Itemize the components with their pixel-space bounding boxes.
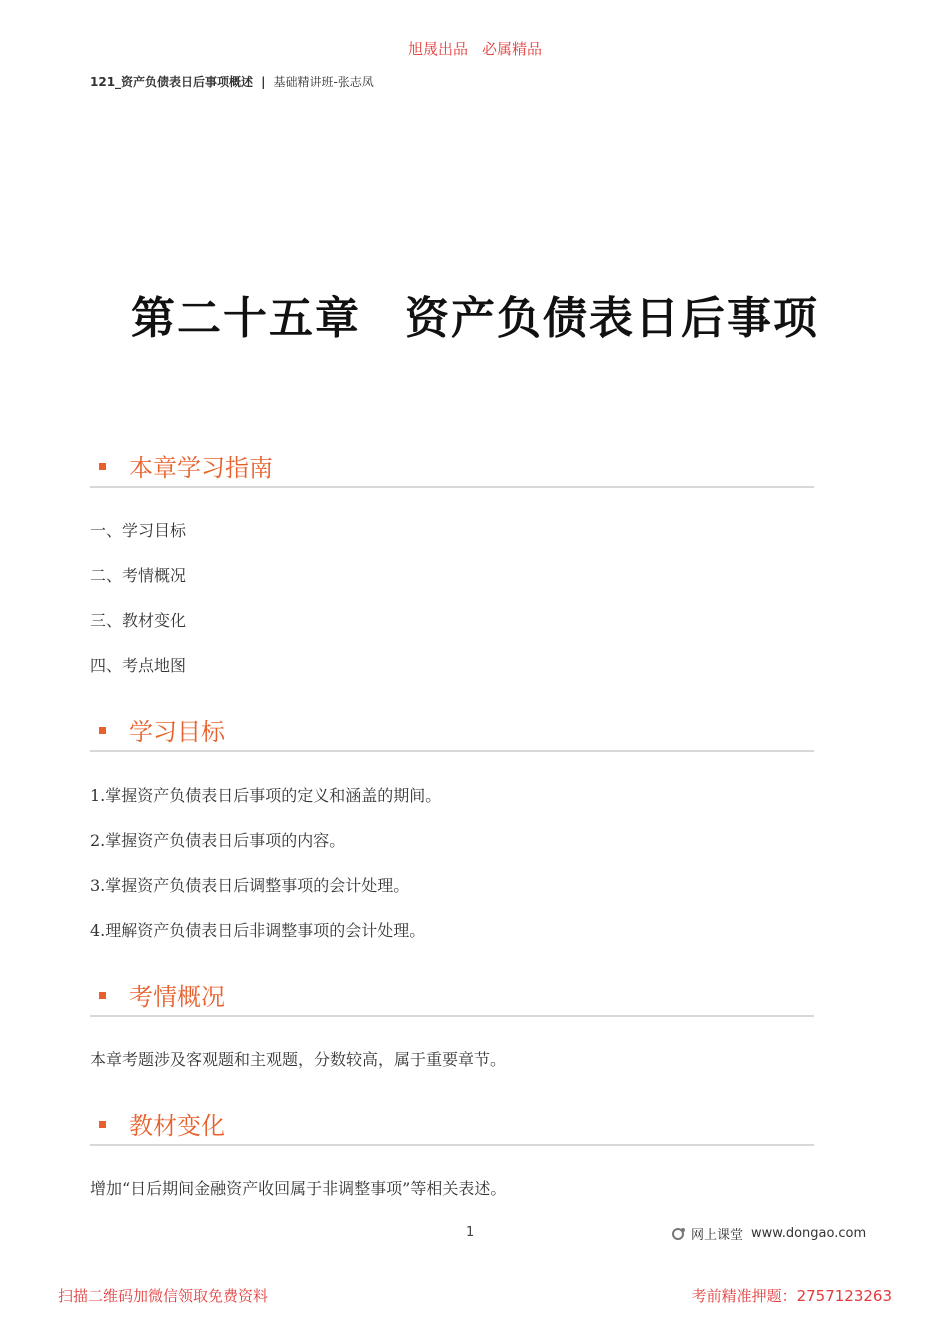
banner-left: 旭晟出品 [407,40,468,58]
section-objectives-heading [90,710,814,752]
guide-item: 三、教材变化 [90,611,187,630]
footer-right-promo: 考前精准押题：2757123263 [691,1287,892,1305]
square-bullet-icon [99,1121,106,1128]
square-bullet-icon [99,992,106,999]
section-heading: 学习目标 [129,718,225,746]
section-heading: 教材变化 [129,1112,225,1140]
banner-right: 必属精品 [482,40,543,58]
section-heading: 考情概况 [129,983,225,1011]
exam-text: 本章考题涉及客观题和主观题，分数较高，属于重要章节。 [90,1050,507,1069]
objective-item: 3.掌握资产负债表日后调整事项的会计处理。 [90,876,410,895]
square-bullet-icon [99,463,106,470]
chapter-name: 资产负债表日后事项 [405,293,819,344]
objective-item: 2.掌握资产负债表日后事项的内容。 [90,831,346,850]
objective-item: 4.理解资产负债表日后非调整事项的会计处理。 [90,921,426,940]
site-name: 网上课堂 [691,1228,744,1243]
section-exam-heading [90,975,814,1017]
site-watermark [672,1224,866,1243]
dongao-logo-icon [672,1228,684,1240]
lesson-title: 121_资产负债表日后事项概述 [90,75,254,89]
top-banner [0,38,950,59]
lesson-header [90,73,374,90]
guide-item: 四、考点地图 [90,656,187,675]
course-name: 基础精讲班-张志凤 [273,75,374,89]
guide-item: 一、学习目标 [90,521,187,540]
square-bullet-icon [99,727,106,734]
guide-item: 二、考情概况 [90,566,187,585]
section-guide-heading [90,446,814,488]
changes-text: 增加“日后期间金融资产收回属于非调整事项”等相关表述。 [90,1179,507,1198]
section-heading: 本章学习指南 [129,454,273,482]
footer-left-promo: 扫描二维码加微信领取免费资料 [58,1287,269,1305]
chapter-number: 第二十五章 [131,293,361,344]
header-separator: | [261,75,266,89]
section-changes-heading [90,1104,814,1146]
objective-item: 1.掌握资产负债表日后事项的定义和涵盖的期间。 [90,786,442,805]
chapter-title [0,282,950,346]
page-number: 1 [466,1225,475,1240]
site-url: www.dongao.com [751,1226,867,1241]
